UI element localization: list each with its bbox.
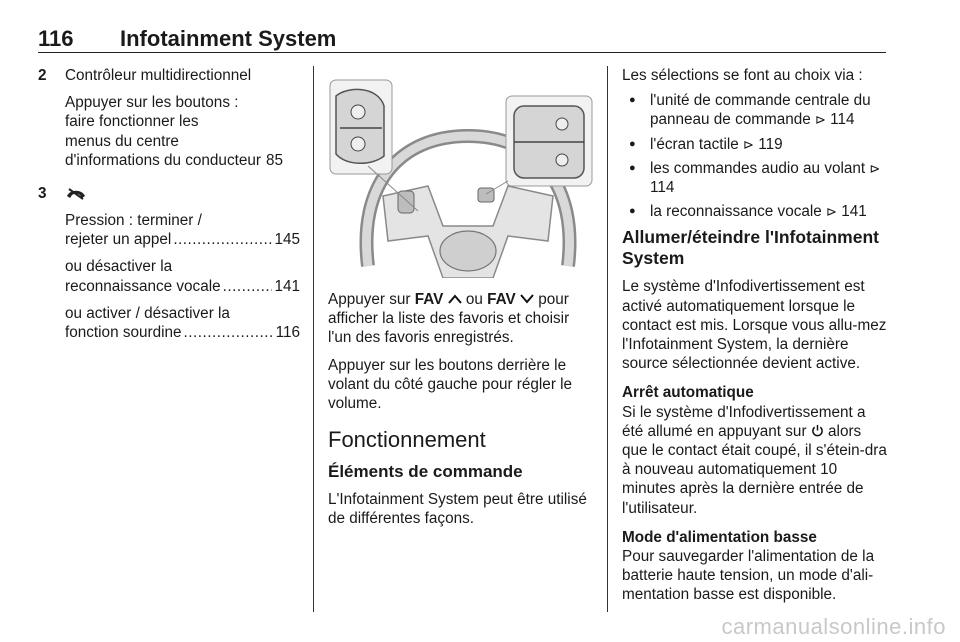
reference-arrow-icon: ⊳ (815, 112, 826, 128)
item-2 (38, 66, 300, 170)
leader-dots (184, 323, 274, 342)
item-3 (38, 184, 300, 342)
text-run: alors que le contact était coupé, il s'étein-dra à nouveau automatiquement 10 minutes après la dernière entrée de l'utilisateur. (622, 422, 887, 517)
ref-line (65, 230, 300, 249)
column-right (622, 66, 888, 613)
section-heading: Fonctionnement (328, 427, 486, 453)
page-number: 116 (38, 26, 74, 51)
list-item (622, 91, 888, 129)
reference-arrow-icon: ⊳ (743, 136, 754, 152)
list-item (622, 202, 888, 221)
column-divider (607, 66, 608, 612)
page-ref[interactable]: 141 (274, 277, 300, 295)
minor-heading: Arrêt automatique (622, 384, 754, 402)
text-run: ou (461, 291, 488, 308)
text-line: reconnaissance vocale (65, 277, 221, 295)
watermark: carmanualsonline.info (721, 614, 946, 639)
reference-arrow-icon: ⊳ (869, 160, 881, 176)
page-ref[interactable]: 114 (650, 179, 675, 197)
fav-paragraph (328, 290, 596, 348)
text-line: ou activer / désactiver la (65, 304, 230, 322)
leader-dots (223, 277, 273, 296)
fav-button-label: FAV (487, 291, 516, 308)
selection-list (622, 91, 888, 221)
text-line: faire fonctionner les (65, 113, 199, 131)
ref-line (65, 277, 300, 296)
leader-dots (173, 230, 272, 249)
power-icon (811, 423, 824, 440)
subsection-heading: Éléments de commande (328, 462, 523, 482)
text-line: Appuyer sur les boutons : (65, 94, 239, 112)
page-ref[interactable]: 119 (758, 135, 783, 153)
text-line: Pression : terminer / (65, 212, 202, 230)
page-header (38, 26, 886, 53)
mode-paragraph: Pour sauvegarder l'alimentation de la batterie haute tension, un mode d'ali-mentation basse est disponible. (622, 548, 875, 604)
text-line: menus du centre (65, 132, 179, 150)
list-item-text: la reconnaissance vocale (650, 203, 822, 221)
text-line: rejeter un appel (65, 231, 172, 249)
column-divider (313, 66, 314, 612)
page-ref[interactable]: 145 (274, 231, 300, 249)
item-number: 2 (38, 67, 47, 84)
chapter-title: Infotainment System (120, 26, 337, 51)
page-ref[interactable]: 116 (275, 324, 300, 342)
list-item-text: l'écran tactile (650, 135, 739, 153)
list-item-text: l'unité de commande centrale du panneau de commande (650, 92, 871, 129)
column-middle (328, 66, 596, 537)
text-run: pour afficher la liste des favoris et choisir l'un des favoris enregistrés. (328, 291, 570, 347)
steering-wheel-illustration (328, 66, 594, 278)
list-item (622, 159, 888, 197)
page-ref[interactable]: 114 (830, 111, 855, 129)
allumer-paragraph: Le système d'Infodivertissement est activé automatiquement lorsque le contact est mis. Lorsque vous allu-mez l'Infotainment System, la dernière source sélectionnée devient active. (622, 278, 887, 373)
volume-paragraph: Appuyer sur les boutons derrière le volant du côté gauche pour régler le volume. (328, 356, 573, 413)
column-left (38, 66, 300, 342)
text-run: Si le système d'Infodivertissement a été allumé en appuyant sur (622, 403, 866, 440)
text-run: Appuyer sur (328, 291, 415, 308)
intro-text: Les sélections se font au choix via : (622, 67, 863, 84)
page-ref[interactable]: 141 (841, 203, 867, 221)
text-line: ou désactiver la (65, 258, 173, 276)
chevron-down-icon (520, 291, 534, 308)
minor-heading: Mode d'alimentation basse (622, 528, 817, 546)
item-number: 3 (38, 185, 47, 203)
page-ref[interactable]: 85 (265, 151, 283, 169)
text-line: fonction sourdine (65, 324, 182, 342)
chevron-up-icon (448, 291, 462, 308)
usage-paragraph: L'Infotainment System peut être utilisé de différentes façons. (328, 491, 587, 528)
reference-arrow-icon: ⊳ (826, 204, 837, 220)
phone-hangup-icon (65, 184, 300, 203)
item-title: Contrôleur multidirectionnel (65, 67, 252, 84)
ref-line (65, 323, 300, 342)
arret-paragraph (622, 403, 888, 518)
fav-button-label: FAV (414, 291, 444, 308)
text-line: d'informations du conducteur (65, 151, 261, 169)
ref-line (65, 151, 300, 170)
list-item (622, 135, 888, 154)
list-item-text: les commandes audio au volant (650, 159, 866, 177)
subsection-heading: Allumer/éteindre l'Infotainment System (622, 227, 879, 269)
